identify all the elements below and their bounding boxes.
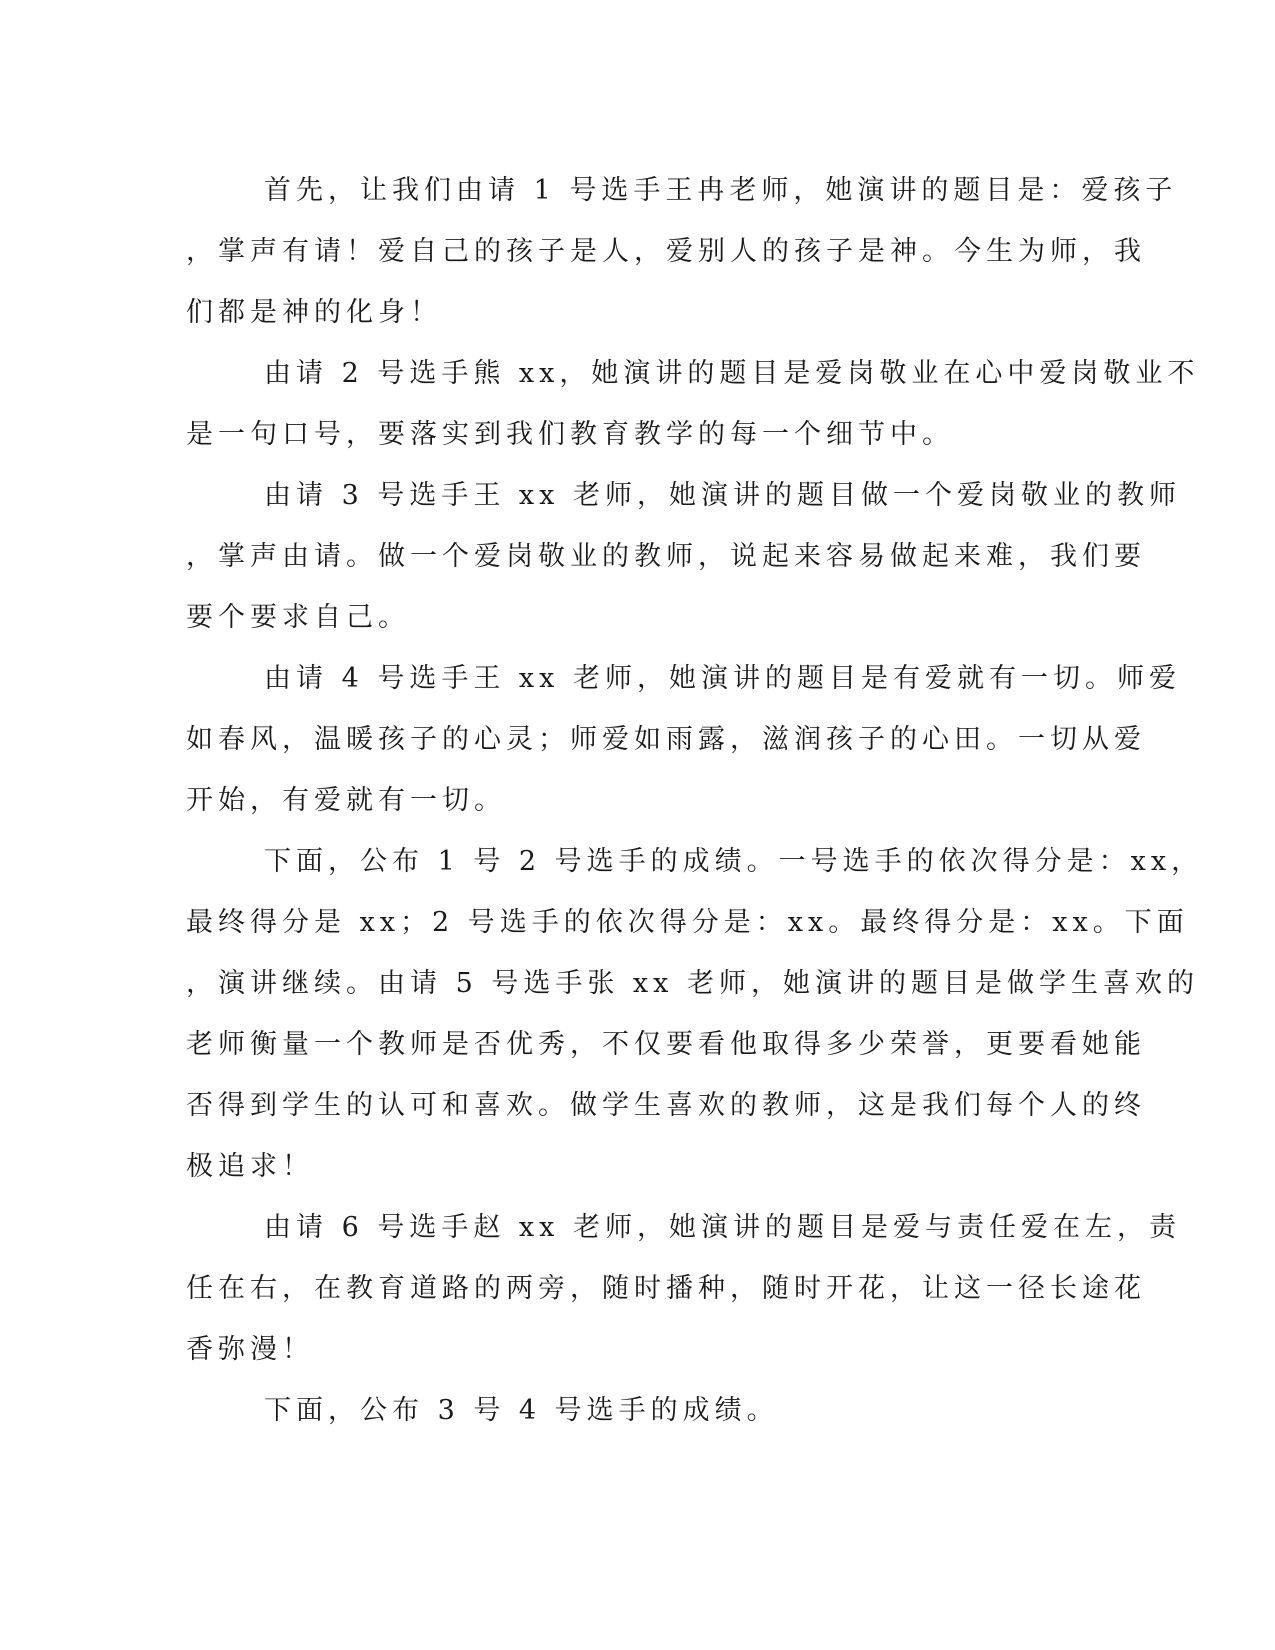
- text-line: ，演讲继续。由请 5 号选手张 xx 老师，她演讲的题目是做学生喜欢的: [186, 968, 1199, 999]
- text-line: 由请 2 号选手熊 xx，她演讲的题目是爱岗敬业在心中爱岗敬业不: [264, 358, 1200, 389]
- text-line: 任在右，在教育道路的两旁，随时播种，随时开花，让这一径长途花: [186, 1273, 1146, 1304]
- text-line: 由请 3 号选手王 xx 老师，她演讲的题目做一个爱岗敬业的教师: [264, 480, 1181, 511]
- paragraph-7: [186, 1380, 1056, 1441]
- text-line: 最终得分是 xx；2 号选手的依次得分是：xx。最终得分是：xx。下面: [186, 907, 1189, 938]
- text-line: 首先，让我们由请 1 号选手王冉老师，她演讲的题目是：爱孩子: [264, 175, 1178, 206]
- text-line: 由请 6 号选手赵 xx 老师，她演讲的题目是爱与责任爱在左，责: [264, 1212, 1181, 1243]
- paragraph-1: [186, 160, 1178, 343]
- text-line: 开始，有爱就有一切。: [186, 785, 506, 816]
- paragraph-4: [186, 648, 1181, 831]
- document-body: [186, 160, 1204, 1441]
- paragraph-2: [186, 343, 1200, 465]
- text-line: 香弥漫！: [186, 1334, 314, 1365]
- text-line: 下面，公布 1 号 2 号选手的成绩。一号选手的依次得分是：xx，: [264, 846, 1204, 877]
- text-line: 下面，公布 3 号 4 号选手的成绩。: [264, 1395, 779, 1426]
- text-line: 们都是神的化身！: [186, 297, 442, 328]
- paragraph-5: [186, 831, 1204, 1197]
- text-line: 老师衡量一个教师是否优秀，不仅要看他取得多少荣誉，更要看她能: [186, 1029, 1146, 1060]
- text-line: ，掌声有请！爱自己的孩子是人，爱别人的孩子是神。今生为师，我: [186, 236, 1146, 267]
- text-line: 极追求！: [186, 1151, 314, 1182]
- paragraph-3: [186, 465, 1181, 648]
- text-line: ，掌声由请。做一个爱岗敬业的教师，说起来容易做起来难，我们要: [186, 541, 1146, 572]
- text-line: 由请 4 号选手王 xx 老师，她演讲的题目是有爱就有一切。师爱: [264, 663, 1181, 694]
- paragraph-6: [186, 1197, 1181, 1380]
- text-line: 是一句口号，要落实到我们教育教学的每一个细节中。: [186, 419, 954, 450]
- text-line: 要个要求自己。: [186, 602, 410, 633]
- text-line: 如春风，温暖孩子的心灵；师爱如雨露，滋润孩子的心田。一切从爱: [186, 724, 1146, 755]
- text-line: 否得到学生的认可和喜欢。做学生喜欢的教师，这是我们每个人的终: [186, 1090, 1146, 1121]
